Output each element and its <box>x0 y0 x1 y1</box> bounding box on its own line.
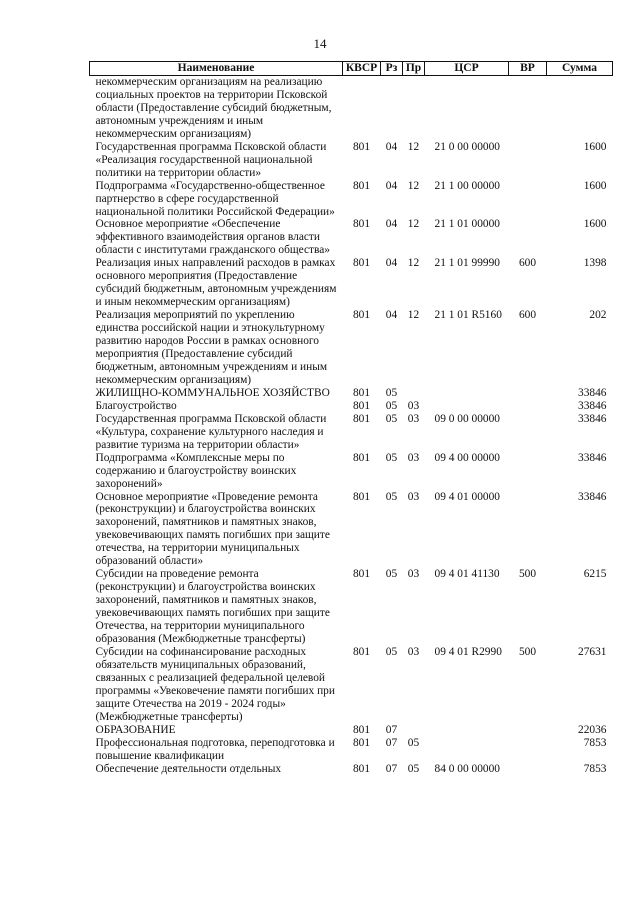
cell-csr <box>425 387 509 400</box>
cell-vr <box>509 763 547 776</box>
cell-rz: 05 <box>385 412 398 425</box>
cell-rz: 05 <box>385 386 398 399</box>
cell-pr: 03 <box>407 399 420 412</box>
cell-pr: 03 <box>407 412 420 425</box>
cell-csr: 21 1 01 99990 <box>434 257 500 270</box>
cell-name: некоммерческим организациям на реализацию социальных проектов на территории Псковской области (Предоставление субсидий бюджетным, автономным учреждениям и иным некоммерческим организациям) <box>95 76 332 140</box>
table-row <box>90 413 613 452</box>
cell-sum: 7853 <box>583 762 607 775</box>
page-number: 14 <box>313 36 327 51</box>
cell-csr: 09 4 01 00000 <box>434 490 500 503</box>
table-row <box>90 724 613 737</box>
cell-csr: 09 4 01 R2990 <box>434 645 502 658</box>
cell-vr <box>509 180 547 219</box>
cell-vr: 600 <box>518 309 537 322</box>
cell-csr: 21 0 00 00000 <box>434 140 500 153</box>
cell-rz: 05 <box>385 645 398 658</box>
table-row <box>90 387 613 400</box>
table-row <box>90 452 613 491</box>
cell-kvsr: 801 <box>352 257 371 270</box>
cell-rz: 04 <box>385 140 398 153</box>
cell-sum: 33846 <box>578 399 607 412</box>
cell-kvsr: 801 <box>352 451 371 464</box>
cell-pr: 03 <box>407 645 420 658</box>
cell-sum: 33846 <box>578 451 607 464</box>
cell-vr <box>509 452 547 491</box>
cell-rz: 07 <box>385 736 398 749</box>
cell-pr: 03 <box>407 451 420 464</box>
cell-name: Основное мероприятие «Обеспечение эффективного взаимодействия органов власти области с институтами гражданского общества» <box>95 218 330 257</box>
table-row <box>90 400 613 413</box>
cell-csr <box>425 737 509 763</box>
cell-vr <box>509 724 547 737</box>
cell-name: ОБРАЗОВАНИЕ <box>95 723 176 736</box>
cell-rz: 07 <box>385 762 398 775</box>
header-csr: ЦСР <box>425 62 509 76</box>
cell-sum: 33846 <box>578 412 607 425</box>
table-row <box>90 309 613 387</box>
cell-name: Благоустройство <box>95 399 177 412</box>
cell-name: Подпрограмма «Государственно-общественное партнерство в сфере государственной национальной политики Российской Федерации» <box>95 179 335 218</box>
cell-rz: 05 <box>385 399 398 412</box>
header-vr: ВР <box>509 62 547 76</box>
cell-name: Основное мероприятие «Проведение ремонта (реконструкции) и благоустройства воинских захоронений, памятников и памятных знаков, увековечивающих память погибших при защите отечества, на территории муниципальных образований области» <box>95 490 330 568</box>
cell-pr: 12 <box>407 257 420 270</box>
budget-table-wrapper <box>89 61 612 775</box>
cell-rz: 04 <box>385 257 398 270</box>
header-pr: Пр <box>403 62 425 76</box>
cell-kvsr: 801 <box>352 645 371 658</box>
cell-kvsr: 801 <box>352 723 371 736</box>
cell-vr: 500 <box>518 568 537 581</box>
cell-sum <box>547 76 613 141</box>
cell-rz <box>381 76 403 141</box>
cell-kvsr: 801 <box>352 179 371 192</box>
cell-name: Субсидии на софинансирование расходных обязательств муниципальных образований, связанных с реализацией федеральной целевой программы «Увековечение памяти погибших при защите Отечества на 2019 - 2024 годы» (Межбюджетные трансферты) <box>95 645 335 723</box>
table-row <box>90 218 613 257</box>
cell-kvsr: 801 <box>352 736 371 749</box>
cell-csr: 09 4 00 00000 <box>434 451 500 464</box>
cell-csr: 21 1 01 R5160 <box>434 309 502 322</box>
cell-name: Реализация мероприятий по укреплению единства российской нации и этнокультурному развитию народов России в рамках основного мероприятия (Предоставление субсидий бюджетным, автономным учреждениям и иным некоммерческим организациям) <box>95 309 328 386</box>
cell-vr <box>509 491 547 569</box>
cell-sum: 22036 <box>578 723 607 736</box>
cell-pr: 12 <box>407 218 420 231</box>
table-row <box>90 180 613 219</box>
table-header <box>90 62 613 76</box>
cell-name: Обеспечение деятельности отдельных <box>95 762 282 775</box>
table-row <box>90 491 613 569</box>
cell-kvsr: 801 <box>352 568 371 581</box>
table-row <box>90 763 613 776</box>
cell-sum: 202 <box>589 309 607 322</box>
cell-csr <box>425 724 509 737</box>
cell-pr: 05 <box>407 762 420 775</box>
cell-sum: 33846 <box>578 386 607 399</box>
cell-kvsr: 801 <box>352 218 371 231</box>
cell-sum: 27631 <box>578 645 607 658</box>
header-kvsr: КВСР <box>343 62 381 76</box>
cell-pr <box>403 387 425 400</box>
cell-sum: 1600 <box>583 218 607 231</box>
cell-rz: 05 <box>385 568 398 581</box>
cell-sum: 1600 <box>583 140 607 153</box>
table-row <box>90 737 613 763</box>
cell-pr: 12 <box>407 140 420 153</box>
cell-vr <box>509 400 547 413</box>
cell-sum: 33846 <box>578 490 607 503</box>
cell-vr <box>509 218 547 257</box>
cell-kvsr: 801 <box>352 412 371 425</box>
cell-rz: 05 <box>385 490 398 503</box>
cell-rz: 04 <box>385 309 398 322</box>
cell-kvsr: 801 <box>352 309 371 322</box>
table-row <box>90 646 613 724</box>
cell-kvsr: 801 <box>352 490 371 503</box>
cell-csr: 21 1 00 00000 <box>434 179 500 192</box>
cell-sum: 7853 <box>583 736 607 749</box>
cell-pr <box>403 724 425 737</box>
cell-csr: 09 4 01 41130 <box>434 568 500 581</box>
cell-name: ЖИЛИЩНО-КОММУНАЛЬНОЕ ХОЗЯЙСТВО <box>95 386 330 399</box>
cell-csr: 84 0 00 00000 <box>434 762 500 775</box>
cell-kvsr: 801 <box>352 140 371 153</box>
cell-csr: 09 0 00 00000 <box>434 412 500 425</box>
cell-name: Профессиональная подготовка, переподготовка и повышение квалификации <box>95 736 335 762</box>
cell-name: Подпрограмма «Комплексные меры по содержанию и благоустройству воинских захоронений» <box>95 451 297 490</box>
cell-vr: 500 <box>518 645 537 658</box>
cell-csr: 21 1 01 00000 <box>434 218 500 231</box>
cell-csr <box>425 76 509 141</box>
cell-vr <box>509 141 547 180</box>
cell-name: Государственная программа Псковской области «Реализация государственной национальной политики на территории области» <box>95 140 327 179</box>
budget-table <box>89 61 613 775</box>
cell-name: Государственная программа Псковской области «Культура, сохранение культурного наследия и развитие туризма на территории области» <box>95 412 327 451</box>
table-row <box>90 257 613 309</box>
cell-csr <box>425 400 509 413</box>
cell-pr <box>403 76 425 141</box>
cell-kvsr: 801 <box>352 762 371 775</box>
cell-rz: 05 <box>385 451 398 464</box>
cell-pr: 05 <box>407 736 420 749</box>
cell-sum: 1600 <box>583 179 607 192</box>
cell-rz: 07 <box>385 723 398 736</box>
cell-vr <box>509 737 547 763</box>
cell-pr: 12 <box>407 309 420 322</box>
cell-vr <box>509 387 547 400</box>
table-row <box>90 141 613 180</box>
header-rz: Рз <box>381 62 403 76</box>
table-body <box>90 76 613 776</box>
header-name: Наименование <box>90 62 343 76</box>
cell-pr: 03 <box>407 490 420 503</box>
cell-kvsr: 801 <box>352 399 371 412</box>
cell-vr <box>509 413 547 452</box>
cell-rz: 04 <box>385 179 398 192</box>
cell-rz: 04 <box>385 218 398 231</box>
cell-sum: 1398 <box>583 257 607 270</box>
cell-name: Субсидии на проведение ремонта (реконструкции) и благоустройства воинских захоронений, памятников и памятных знаков, увековечивающих память погибших при защите Отечества, на территории муниципального образования (Межбюджетные трансферты) <box>95 568 330 645</box>
cell-kvsr <box>343 76 381 141</box>
table-row <box>90 76 613 141</box>
cell-sum: 6215 <box>583 568 607 581</box>
cell-name: Реализация иных направлений расходов в рамках основного мероприятия (Предоставление субсидий бюджетным, автономным учреждениям и иным некоммерческим организациям) <box>95 257 337 309</box>
cell-vr <box>509 76 547 141</box>
cell-vr: 600 <box>518 257 537 270</box>
cell-kvsr: 801 <box>352 386 371 399</box>
cell-pr: 12 <box>407 179 420 192</box>
header-sum: Сумма <box>547 62 613 76</box>
cell-pr: 03 <box>407 568 420 581</box>
table-row <box>90 568 613 646</box>
